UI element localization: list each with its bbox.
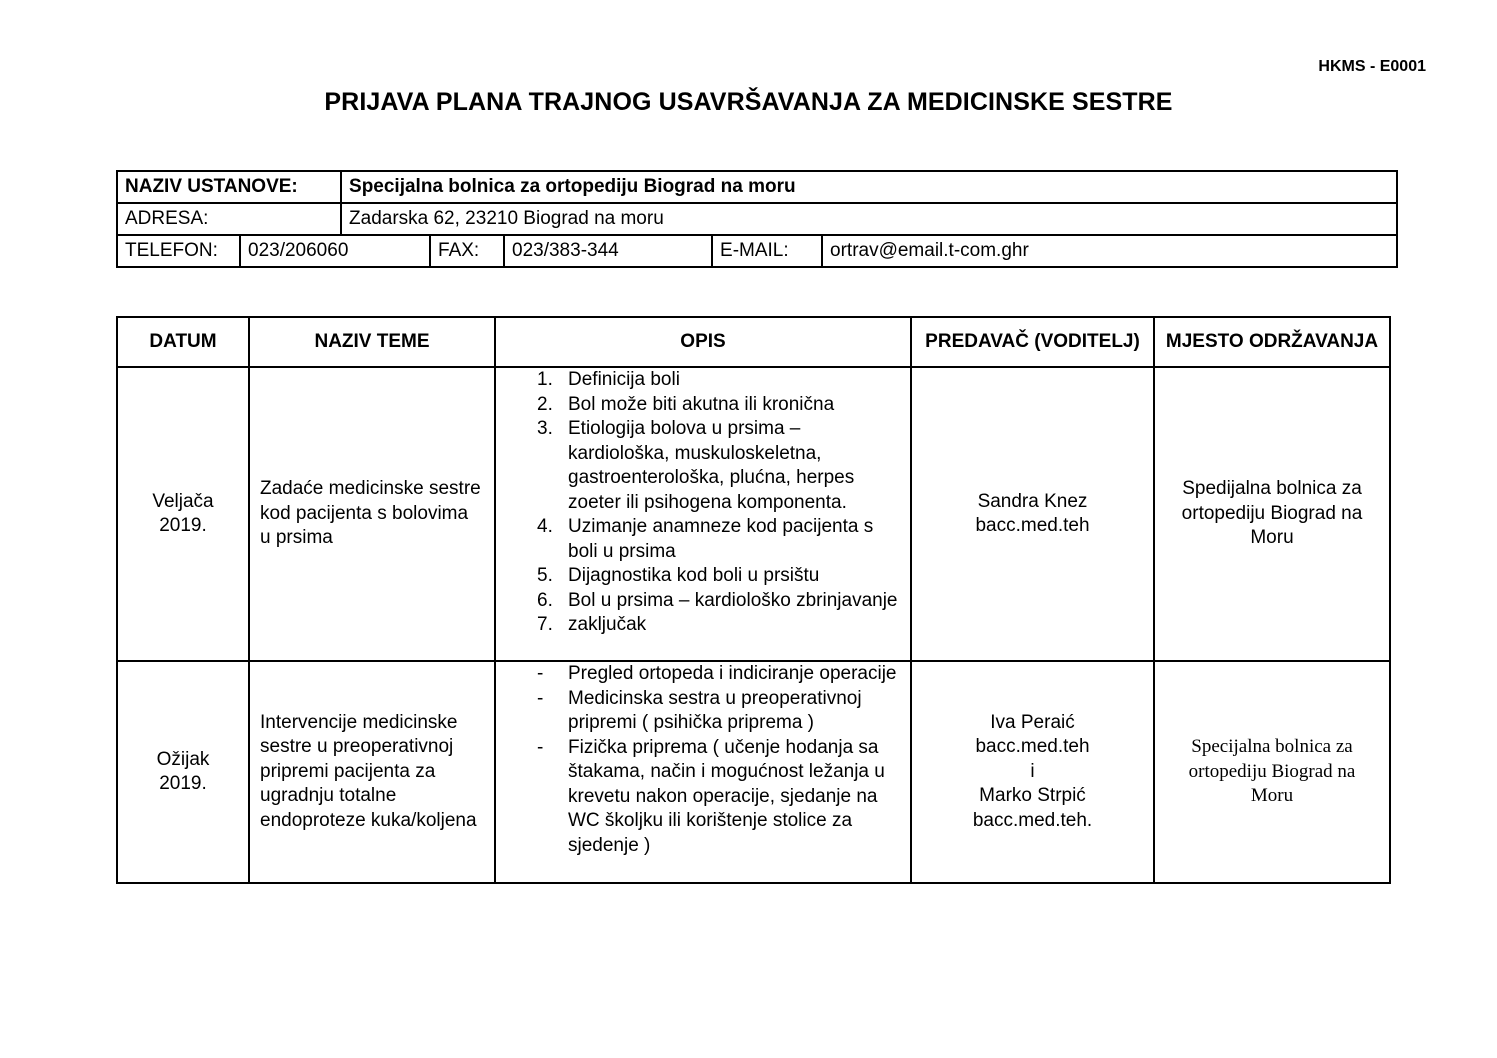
date-cell — [117, 661, 249, 883]
document-code: HKMS - E0001 — [1318, 58, 1426, 75]
topic-cell — [249, 367, 495, 661]
description-cell — [495, 661, 911, 883]
list-marker: 5. — [537, 565, 553, 586]
institution-table — [116, 170, 1398, 268]
list-item — [496, 613, 910, 638]
list-marker: 7. — [537, 614, 553, 635]
list-marker: - — [537, 663, 544, 684]
list-marker: 2. — [537, 393, 553, 415]
lecturer-name: Marko Strpić — [979, 785, 1086, 807]
list-item-text: Bol u prsima – kardiološko zbrinjavanje — [568, 589, 898, 611]
list-item — [496, 564, 910, 589]
column-header-lecturer: PREDAVAČ (VODITELJ) — [911, 317, 1154, 367]
list-item — [496, 589, 910, 614]
institution-name-label: NAZIV USTANOVE: — [117, 171, 341, 203]
lecturer-title: bacc.med.teh — [975, 515, 1090, 536]
page-title: PRIJAVA PLANA TRAJNOG USAVRŠAVANJA ZA MEDICINSKE SESTRE — [324, 88, 1173, 116]
list-item — [496, 368, 910, 393]
program-header-row — [117, 317, 1390, 367]
column-header-topic: NAZIV TEME — [249, 317, 495, 367]
venue-cell — [1154, 367, 1390, 661]
list-item — [496, 687, 910, 736]
list-item-text: Bol može biti akutna ili kronična — [568, 393, 835, 415]
description-list — [496, 662, 910, 858]
list-item-text: Medicinska sestra u preoperativnoj pripremi ( psihička priprema ) — [568, 687, 862, 733]
phone-label: TELEFON: — [117, 235, 240, 267]
list-item-text: Etiologija bolova u prsima – kardiološka, muskuloskeletna, gastroenterološka, plućna, herpes zoeter ili psihogena komponenta. — [568, 418, 855, 513]
program-table — [116, 316, 1391, 884]
date-cell — [117, 367, 249, 661]
venue-text: Specijalna bolnica za ortopediju Biograd na Moru — [1188, 736, 1356, 807]
email-value: ortrav@email.t-com.ghr — [822, 235, 1397, 267]
lecturer-title: bacc.med.teh. — [972, 809, 1093, 831]
email-label: E-MAIL: — [712, 235, 822, 267]
list-marker: - — [537, 687, 544, 709]
phone-value: 023/206060 — [240, 235, 430, 267]
table-row — [117, 661, 1390, 883]
institution-contact-row — [117, 235, 1397, 267]
institution-address-value: Zadarska 62, 23210 Biograd na moru — [341, 203, 1397, 235]
date-month: Ožijak — [156, 748, 210, 770]
lecturer-name: Iva Peraić — [990, 711, 1075, 733]
lecturer-cell — [911, 367, 1154, 661]
list-item-text: Dijagnostika kod boli u prsištu — [568, 565, 820, 586]
topic-text: Intervencije medicinske sestre u preoperativnoj pripremi pacijenta za ugradnju totalne endoproteze kuka/koljena — [260, 711, 477, 831]
column-header-venue: MJESTO ODRŽAVANJA — [1154, 317, 1390, 367]
description-list — [496, 368, 910, 638]
list-item — [496, 417, 910, 515]
lecturer-title: bacc.med.teh — [975, 736, 1090, 758]
lecturer-cell — [911, 661, 1154, 883]
topic-cell — [249, 661, 495, 883]
list-item-text: zaključak — [568, 614, 647, 635]
venue-text: Spedijalna bolnica za ortopediju Biograd na Moru — [1181, 478, 1363, 549]
list-marker: 6. — [537, 589, 553, 611]
list-item — [496, 662, 910, 687]
list-marker: 4. — [537, 516, 553, 537]
list-item-text: Uzimanje anamneze kod pacijenta s boli u prsima — [568, 516, 874, 562]
institution-name-value: Specijalna bolnica za ortopediju Biograd na moru — [341, 171, 1397, 203]
column-header-description: OPIS — [495, 317, 911, 367]
list-marker: 3. — [537, 418, 553, 439]
date-year: 2019. — [159, 515, 207, 536]
list-item — [496, 515, 910, 564]
list-item-text: Pregled ortopeda i indiciranje operacije — [568, 663, 897, 684]
list-item — [496, 736, 910, 859]
institution-address-label: ADRESA: — [117, 203, 341, 235]
fax-label: FAX: — [430, 235, 504, 267]
date-year: 2019. — [159, 773, 207, 794]
table-row — [117, 367, 1390, 661]
date-month: Veljača — [152, 490, 214, 512]
lecturer-name: Sandra Knez — [977, 490, 1088, 512]
institution-name-row — [117, 171, 1397, 203]
column-header-date: DATUM — [117, 317, 249, 367]
topic-text: Zadaće medicinske sestre kod pacijenta s bolovima u prsima — [260, 478, 481, 549]
description-cell — [495, 367, 911, 661]
fax-value: 023/383-344 — [504, 235, 712, 267]
list-marker: - — [537, 736, 544, 758]
lecturer-conjunction: i — [1030, 760, 1035, 782]
institution-address-row — [117, 203, 1397, 235]
list-item-text: Definicija boli — [568, 369, 680, 390]
venue-cell — [1154, 661, 1390, 883]
list-item — [496, 393, 910, 418]
list-marker: 1. — [537, 369, 553, 390]
list-item-text: Fizička priprema ( učenje hodanja sa štakama, način i mogućnost ležanja u krevetu nakon operacije, sjedanje na WC školjku ili korištenje stolice za sjedenje ) — [568, 736, 885, 856]
